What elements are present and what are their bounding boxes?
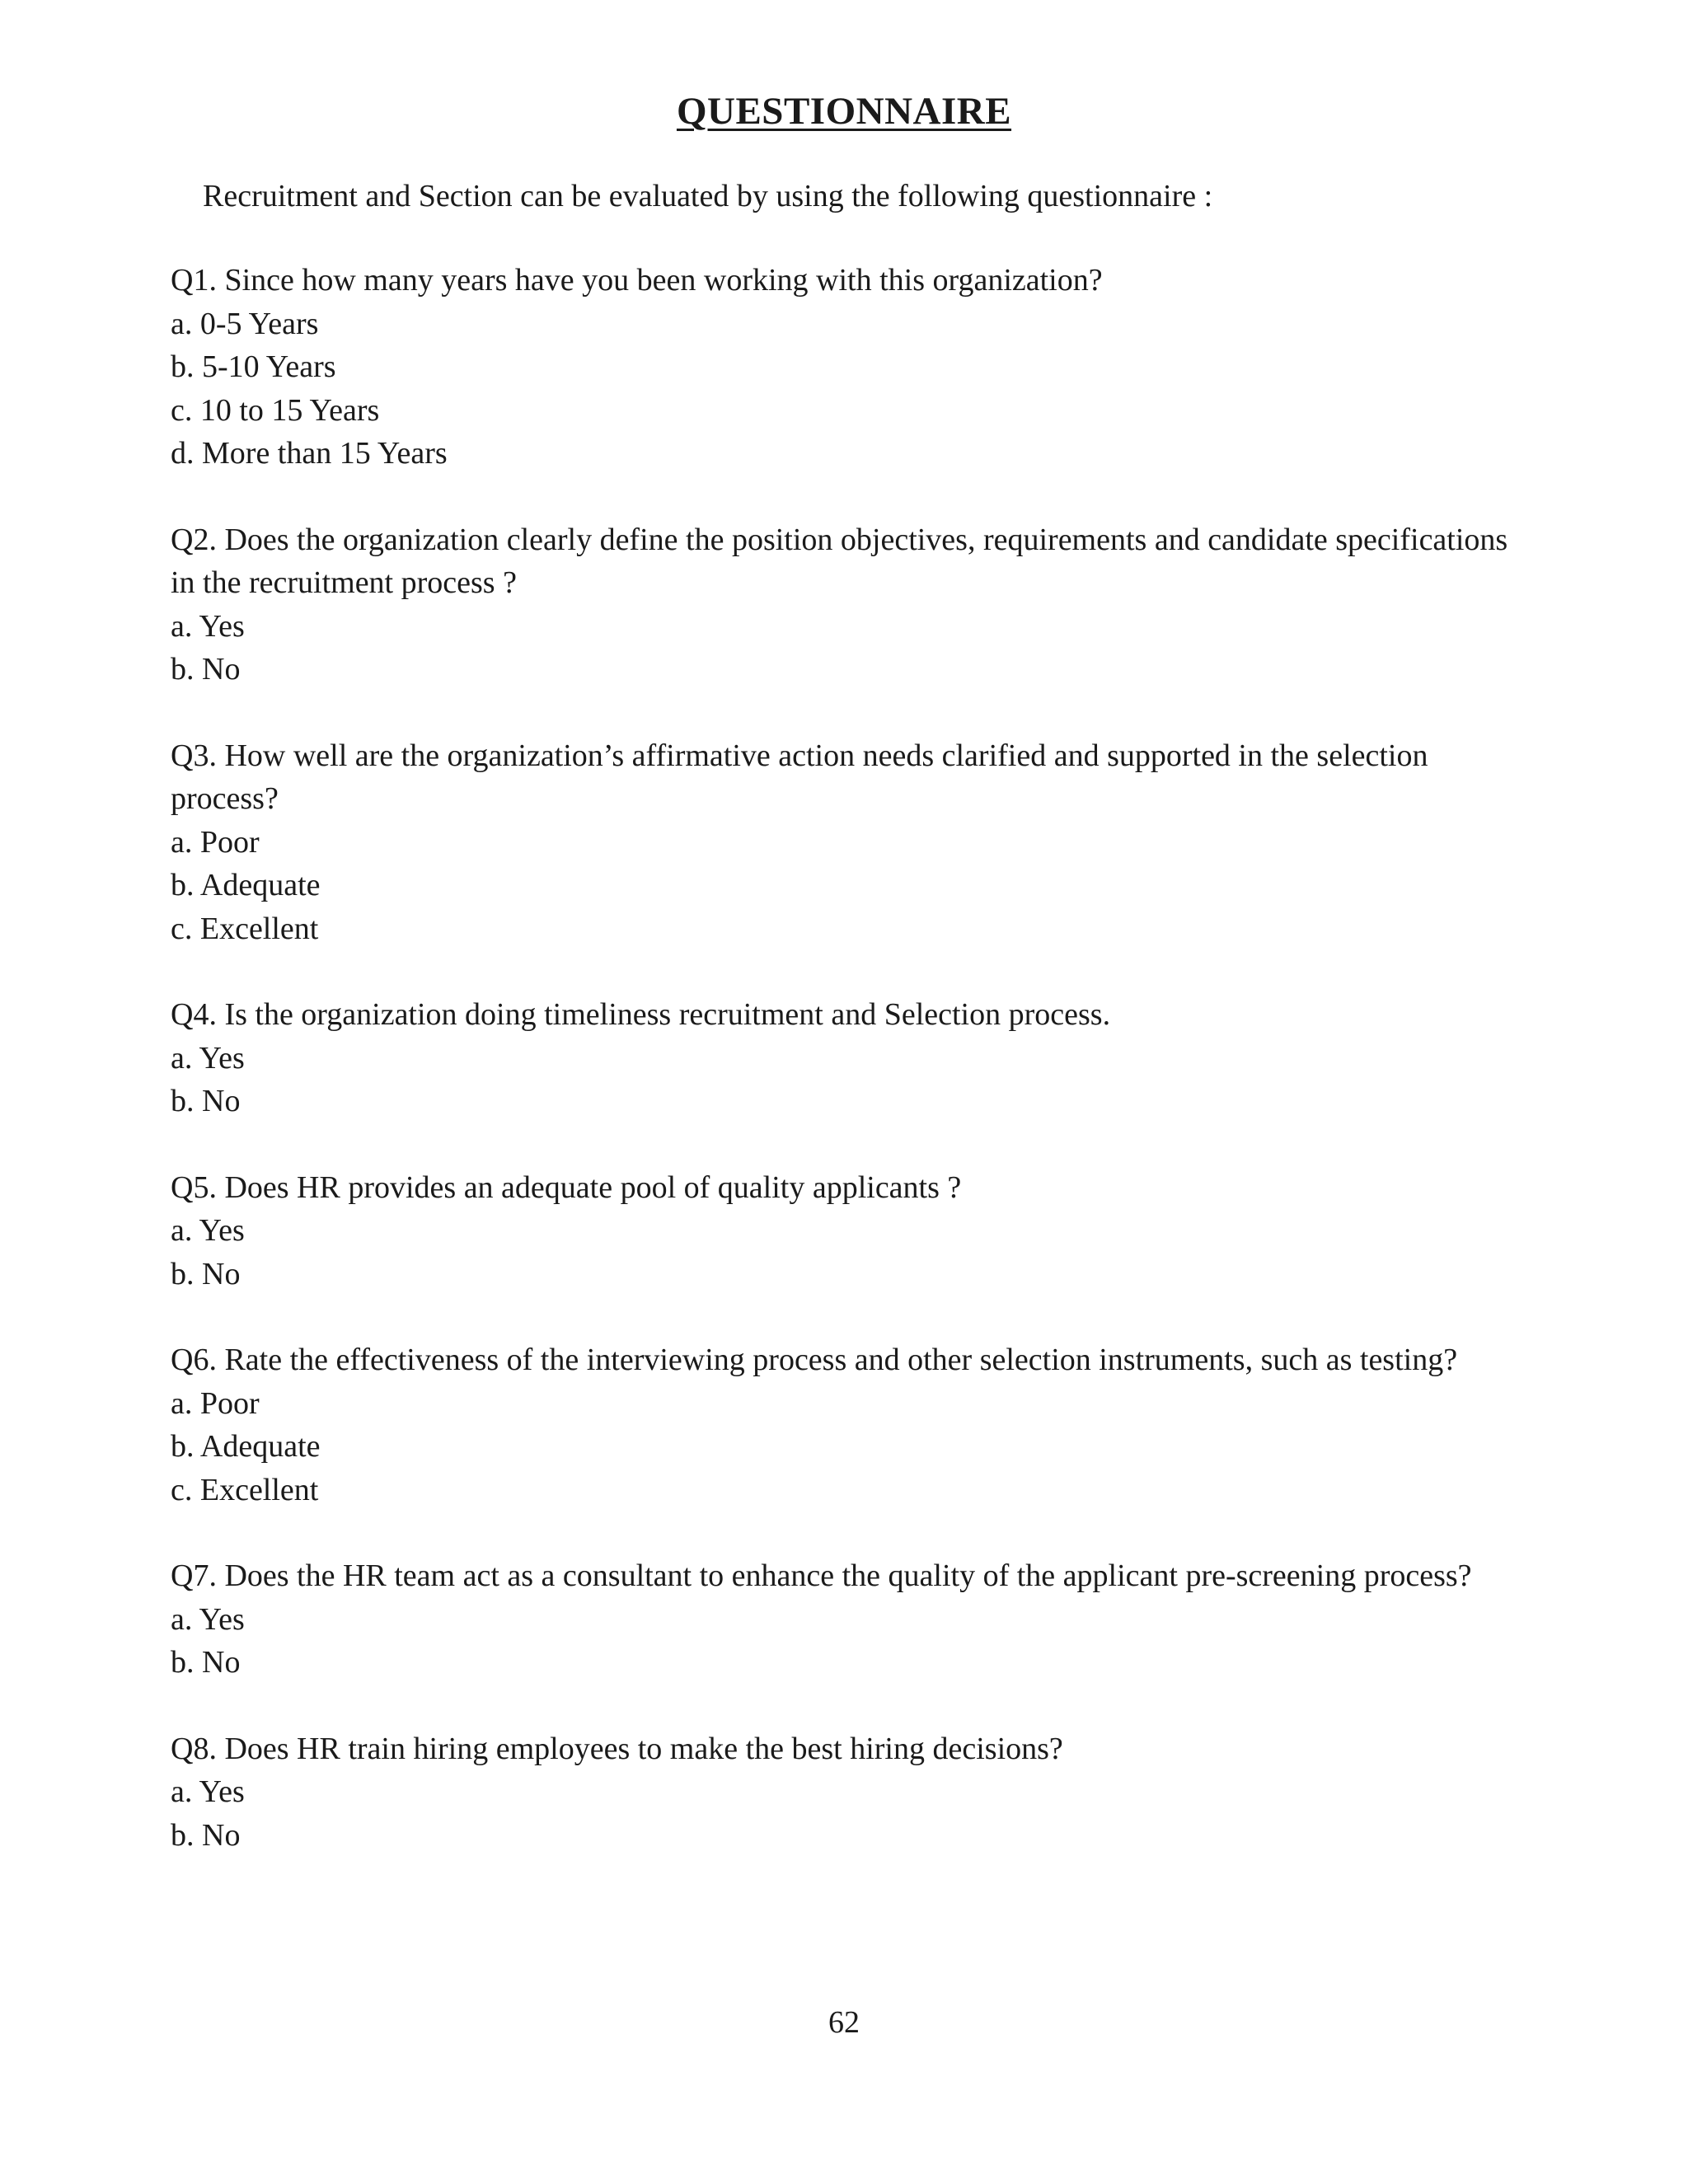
answer-option: a. Yes: [171, 1774, 245, 1809]
answer-option: b. No: [171, 1256, 241, 1291]
question-text: Q1. Since how many years have you been working with this organization?: [171, 263, 1103, 298]
question-text: Q7. Does the HR team act as a consultant to enhance the quality of the applicant pre-screening process?: [171, 1558, 1472, 1593]
answer-option: c. Excellent: [171, 911, 319, 946]
question-block: [171, 1166, 1522, 1296]
answer-option: b. No: [171, 1084, 241, 1118]
answer-option: b. No: [171, 1817, 241, 1853]
answer-option: b. No: [171, 652, 241, 687]
answer-option: b. Adequate: [171, 1429, 321, 1464]
answer-option: a. Yes: [171, 1213, 245, 1248]
question-block: [171, 518, 1522, 691]
answer-option: a. Yes: [171, 608, 245, 644]
question-block: [171, 259, 1522, 476]
question-block: [171, 1554, 1522, 1685]
answer-option: b. 5-10 Years: [171, 349, 336, 384]
question-text: Q3. How well are the organization’s affirmative action needs clarified and supported in the selection process?: [171, 738, 1428, 816]
question-text: Q8. Does HR train hiring employees to make the best hiring decisions?: [171, 1731, 1063, 1766]
answer-option: c. 10 to 15 Years: [171, 392, 380, 428]
answer-option: a. Poor: [171, 824, 260, 860]
answer-option: c. Excellent: [171, 1472, 319, 1507]
answer-option: d. More than 15 Years: [171, 436, 448, 471]
question-block: [171, 993, 1522, 1123]
question-block: [171, 734, 1522, 951]
answer-option: a. Yes: [171, 1601, 245, 1637]
question-text: Q6. Rate the effectiveness of the interviewing process and other selection instruments, such as testing?: [171, 1343, 1458, 1377]
question-block: [171, 1727, 1522, 1858]
question-block: [171, 1338, 1522, 1511]
page-number: 62: [828, 2005, 860, 2040]
answer-option: a. Poor: [171, 1385, 260, 1421]
answer-option: a. 0-5 Years: [171, 306, 319, 341]
answer-option: b. Adequate: [171, 868, 321, 902]
answer-option: a. Yes: [171, 1040, 245, 1076]
question-text: Q5. Does HR provides an adequate pool of quality applicants ?: [171, 1169, 962, 1205]
question-text: Q2. Does the organization clearly define the position objectives, requirements and candidate specifications in the recruitment process ?: [171, 522, 1508, 600]
intro-text: Recruitment and Section can be evaluated by using the following questionnaire :: [203, 179, 1213, 213]
question-text: Q4. Is the organization doing timeliness recruitment and Selection process.: [171, 997, 1111, 1032]
page-title: QUESTIONNAIRE: [676, 90, 1012, 133]
question-list: [171, 259, 1522, 1900]
answer-option: b. No: [171, 1645, 241, 1680]
